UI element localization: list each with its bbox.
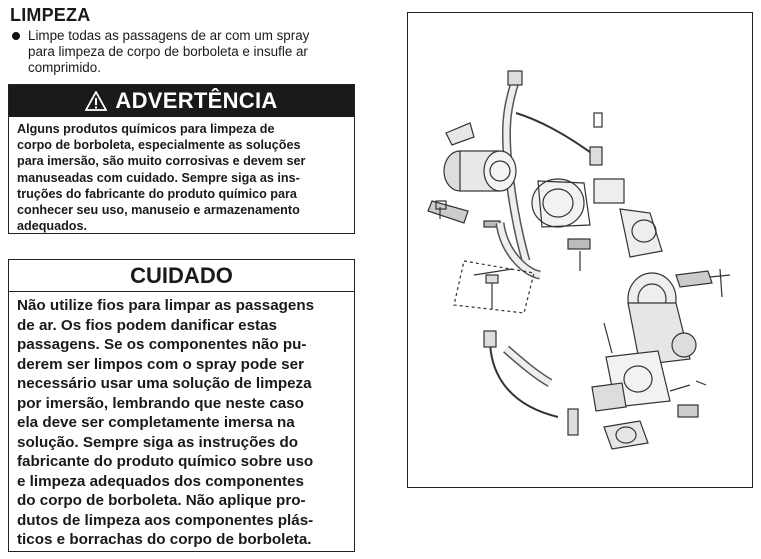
caution-line: do corpo de borboleta. Não aplique pro- (17, 492, 306, 509)
bullet-line: comprimido. (28, 60, 101, 75)
warning-line: para imersão, são muito corrosivas e devem ser (17, 154, 306, 169)
caution-line: dutos de limpeza aos componentes plás- (17, 511, 314, 529)
throttle-body-exploded-view-illustration (408, 13, 752, 487)
caution-line: de ar. Os fios podem danificar estas (17, 316, 277, 334)
caution-line: por imersão, lembrando que neste caso (17, 394, 304, 412)
warning-triangle-icon (85, 91, 107, 111)
caution-line: Não utilize fios para limpar as passagens (17, 297, 315, 314)
caution-line: necessário usar uma solução de limpeza (17, 375, 312, 392)
bullet-item (10, 28, 355, 76)
caution-line: ela deve ser completamente imersa na (17, 414, 295, 431)
warning-line: corpo de borboleta, especialmente as soluções (17, 138, 301, 153)
warning-line: truções do fabricante do produto químico para (17, 186, 297, 201)
warning-line: Alguns produtos químicos para limpeza de (17, 122, 275, 136)
warning-title: ADVERTÊNCIA (115, 88, 278, 113)
section-title: LIMPEZA (10, 5, 91, 25)
caution-line: fabricante do produto químico sobre uso (17, 453, 314, 470)
warning-header (9, 85, 354, 117)
warning-line: manuseadas com cuidado. Sempre siga as ins- (17, 170, 300, 185)
warning-text (9, 117, 354, 234)
caution-box (8, 259, 355, 552)
caution-line: ticos e borrachas do corpo de borboleta. (17, 531, 312, 548)
warning-line: conhecer seu uso, manuseio e armazenamento (17, 203, 300, 218)
caution-line: e limpeza adequados dos componentes (17, 472, 304, 490)
bullet-dot-icon (12, 32, 20, 40)
warning-line: adequados. (17, 219, 87, 234)
bullet-line: para limpeza de corpo de borboleta e insufle ar (28, 44, 308, 59)
bullet-line: Limpe todas as passagens de ar com um spray (28, 28, 310, 43)
caution-text (9, 292, 354, 550)
caution-line: passagens. Se os componentes não pu- (17, 336, 307, 353)
caution-line: solução. Sempre siga as instruções do (17, 433, 299, 451)
warning-box (8, 84, 355, 234)
figure-frame (407, 12, 753, 488)
caution-title: CUIDADO (9, 260, 354, 292)
caution-line: derem ser limpos com o spray pode ser (17, 355, 304, 373)
